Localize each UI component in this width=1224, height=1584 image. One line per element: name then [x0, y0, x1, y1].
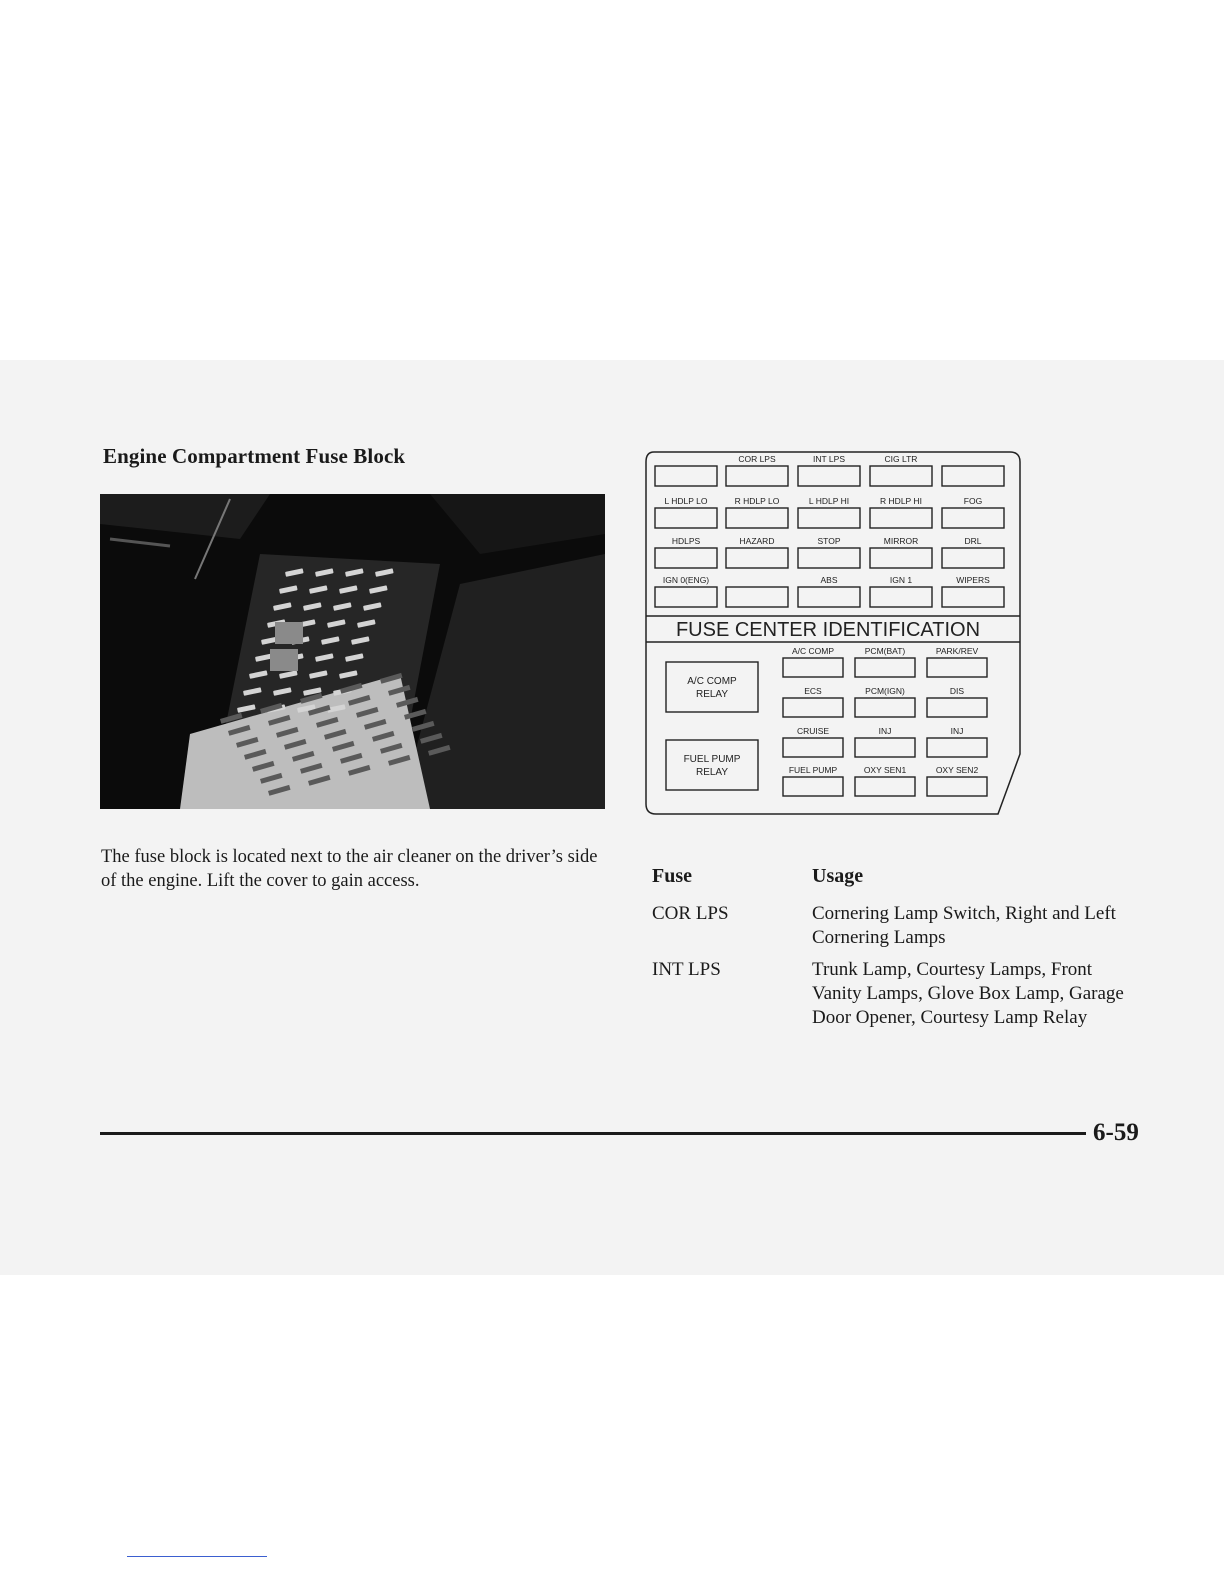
fuse-label: STOP — [817, 536, 841, 546]
fuse-usage-cor-lps: Cornering Lamp Switch, Right and Left Cornering Lamps — [812, 903, 1116, 948]
relay-label: FUEL PUMP — [683, 754, 741, 765]
fuse-label: FUEL PUMP — [788, 765, 838, 775]
fuse-label: COR LPS — [738, 454, 776, 464]
fuse-label: PARK/REV — [935, 646, 979, 656]
fuse-center-diagram — [640, 448, 1025, 820]
fuse-center-diagram-svg — [640, 448, 1025, 820]
fuse-label: INJ — [878, 726, 892, 736]
fuse-label: INJ — [950, 726, 964, 736]
relay-label: RELAY — [695, 767, 729, 778]
fuse-label: OXY SEN2 — [935, 765, 979, 775]
fuse-label: HAZARD — [739, 536, 775, 546]
footer-rule — [100, 1132, 1086, 1135]
fuse-label: DRL — [964, 536, 982, 546]
fuse-block-photo — [100, 494, 605, 809]
fuse-usage-int-lps: Trunk Lamp, Courtesy Lamps, Front Vanity Lamps, Glove Box Lamp, Garage Door Opener, Courtesy Lamp Relay — [812, 959, 1124, 1028]
fuse-label: HDLPS — [671, 536, 701, 546]
fuse-label: FOG — [963, 496, 983, 506]
fuse-label: ABS — [820, 575, 838, 585]
fuse-label: CIG LTR — [884, 454, 918, 464]
fuse-label: MIRROR — [883, 536, 919, 546]
fuse-label: PCM(IGN) — [865, 686, 905, 696]
fuse-label: PCM(BAT) — [864, 646, 906, 656]
footer-link-underline — [127, 1556, 267, 1557]
fuse-column-header: Fuse — [652, 865, 692, 887]
fuse-label: OXY SEN1 — [863, 765, 907, 775]
fuse-block-photo-image — [100, 494, 605, 809]
fuse-label: CRUISE — [796, 726, 830, 736]
intro-paragraph: The fuse block is located next to the air cleaner on the driver’s side of the engine. Lift the cover to gain access. — [101, 847, 598, 891]
fuse-label: A/C COMP — [791, 646, 835, 656]
fuse-label: IGN 0(ENG) — [662, 575, 710, 585]
fuse-label: R HDLP LO — [734, 496, 780, 506]
fuse-label: ECS — [804, 686, 822, 696]
section-heading: Engine Compartment Fuse Block — [103, 444, 406, 468]
usage-column-header: Usage — [812, 865, 864, 887]
fuse-label: INT LPS — [813, 454, 845, 464]
fuse-label: WIPERS — [956, 575, 990, 585]
fuse-label: R HDLP HI — [880, 496, 922, 506]
fuse-name-cor-lps: COR LPS — [652, 903, 729, 924]
fuse-label: L HDLP LO — [664, 496, 708, 506]
fuse-label: IGN 1 — [889, 575, 913, 585]
relay-label: A/C COMP — [687, 676, 737, 687]
fuse-name-int-lps: INT LPS — [652, 959, 721, 980]
fuse-center-title: FUSE CENTER IDENTIFICATION — [675, 619, 981, 641]
fuse-label: DIS — [949, 686, 965, 696]
page-number: 6-59 — [1093, 1119, 1139, 1146]
relay-label: RELAY — [695, 689, 729, 700]
fuse-label: L HDLP HI — [808, 496, 850, 506]
